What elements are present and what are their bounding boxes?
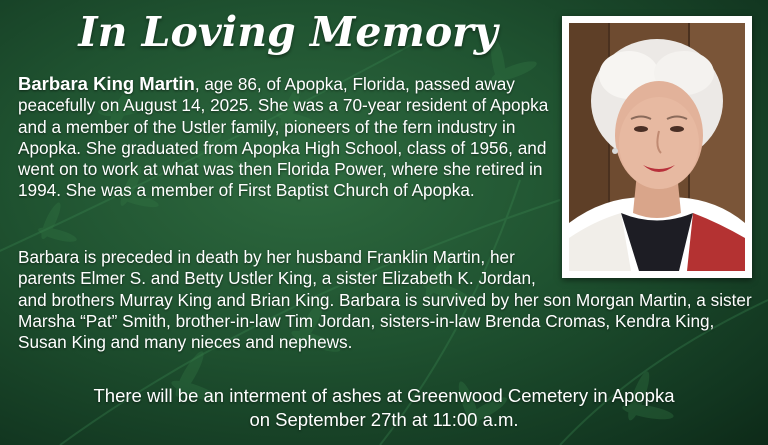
portrait-photo [569,23,745,271]
service-announcement-line-2: on September 27th at 11:00 a.m. [249,409,519,430]
page-title: In Loving Memory [78,8,498,56]
obituary-paragraph-1 [18,73,558,202]
portrait-illustration [569,23,745,271]
obituary-paragraph-1-text: , age 86, of Apopka, Florida, passed away peacefully on August 14, 2025. She was a 70-year resident of Apopka and a member of the Ustler family, pioneers of the fern industry in Apopka. She graduated from Apopka High School, class of 1956, and went on to work at what was then Florida Power, where she retired in 1994. She was a member of First Baptist Church of Apopka. [18,74,549,201]
obituary-paragraph-2-text: Barbara is preceded in death by her husband Franklin Martin, her parents Elmer S. and Betty Ustler King, a sister Elizabeth K. Jordan, and brothers Murray King and Brian King. Barbara is survived by her son Morgan Martin, a sister Marsha “Pat” Smith, brother-in-law Tim Jordan, sisters-in-law Brenda Cromas, Kendra King, Susan King and many nieces and nephews. [18,247,752,353]
portrait-frame [562,16,752,278]
service-announcement-line-1: There will be an interment of ashes at Greenwood Cemetery in Apopka [93,385,675,406]
deceased-name: Barbara King Martin [18,73,195,94]
service-announcement [0,384,768,432]
